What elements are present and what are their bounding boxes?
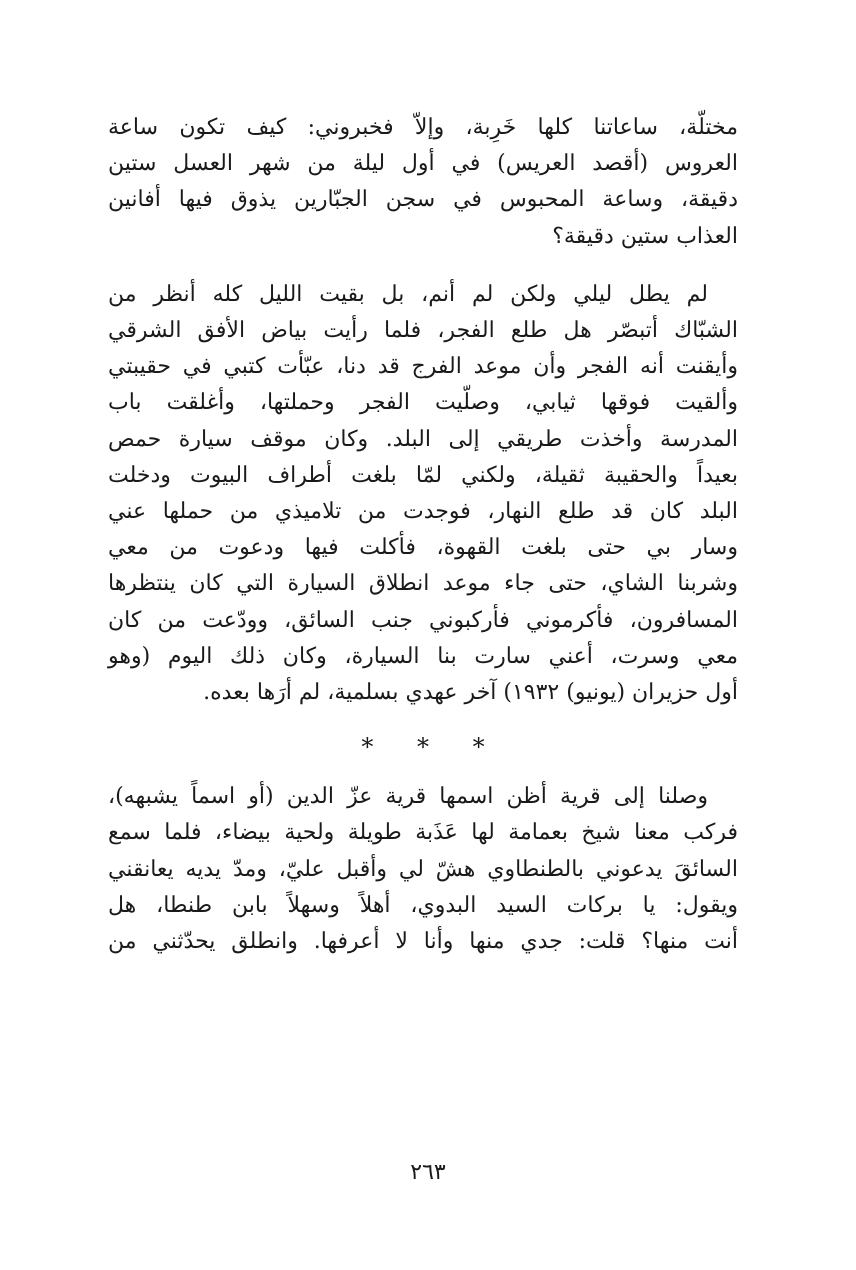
text-line: أول حزيران (يونيو) ١٩٣٢) آخر عهدي بسلمية، لم أرَها بعده. xyxy=(203,680,738,706)
text-line: مختلّة، ساعاتنا كلها خَرِبة، وإلاّ فخبروني: كيف تكون ساعة xyxy=(108,115,738,140)
text-line: معي وسرت، أعني سارت بنا السيارة، وكان ذلك اليوم (وهو xyxy=(108,643,738,669)
text-line: بعيداً والحقيبة ثقيلة، ولكني لمّا بلغت أطراف البيوت ودخلت xyxy=(108,462,738,488)
text-line: الشبّاك أتبصّر هل طلع الفجر، فلما رأيت بياض الأفق الشرقي xyxy=(108,318,738,344)
text-line: وألقيت فوقها ثيابي، وصلّيت الفجر وحملتها، وأغلقت باب xyxy=(108,390,738,416)
text-line: وأيقنت أنه الفجر وأن موعد الفرج قد دنا، عبّأت كتبي في حقيبتي xyxy=(108,354,738,380)
text-line: وصلنا إلى قرية أظن اسمها قرية عزّ الدين (أو اسماً يشبهه)، xyxy=(108,784,708,810)
text-line: وسار بي حتى بلغت القهوة، فأكلت فيها ودعوت من معي xyxy=(108,535,738,561)
text-line: فركب معنا شيخ بعمامة لها عَذَبة طويلة ولحية بيضاء، فلما سمع xyxy=(108,820,738,846)
paragraph-1 xyxy=(108,110,738,255)
paragraph-3 xyxy=(108,779,738,960)
paragraph-2 xyxy=(108,277,738,711)
text-line: العروس (أقصد العريس) في أول ليلة من شهر العسل ستين xyxy=(108,151,738,177)
text-line: العذاب ستين دقيقة؟ xyxy=(552,223,738,249)
text-line: لم يطل ليلي ولكن لم أنم، بل بقيت الليل كله أنظر من xyxy=(108,281,708,307)
text-line: السائقَ يدعوني بالطنطاوي هشّ لي وأقبل عليّ، ومدّ يديه يعانقني xyxy=(108,856,738,882)
page-body xyxy=(0,100,856,960)
section-separator: * * * xyxy=(361,733,503,762)
page-number: ٢٦٣ xyxy=(410,1160,446,1185)
text-line: أنت منها؟ قلت: جدي منها وأنا لا أعرفها. وانطلق يحدّثني من xyxy=(108,929,738,955)
text-line: دقيقة، وساعة المحبوس في سجن الجبّارين يذوق فيها أفانين xyxy=(108,187,738,213)
text-line: البلد كان قد طلع النهار، فوجدت من تلاميذي من حملها عني xyxy=(108,499,738,525)
text-line: وشربنا الشاي، حتى جاء موعد انطلاق السيارة التي كان ينتظرها xyxy=(108,571,738,597)
text-line: المسافرون، فأكرموني فأركبوني جنب السائق، وودّعت من كان xyxy=(108,607,738,633)
text-line: المدرسة وأخذت طريقي إلى البلد. وكان موقف سيارة حمص xyxy=(108,426,738,452)
text-line: ويقول: يا بركات السيد البدوي، أهلاً وسهلاً بابن طنطا، هل xyxy=(108,892,738,918)
